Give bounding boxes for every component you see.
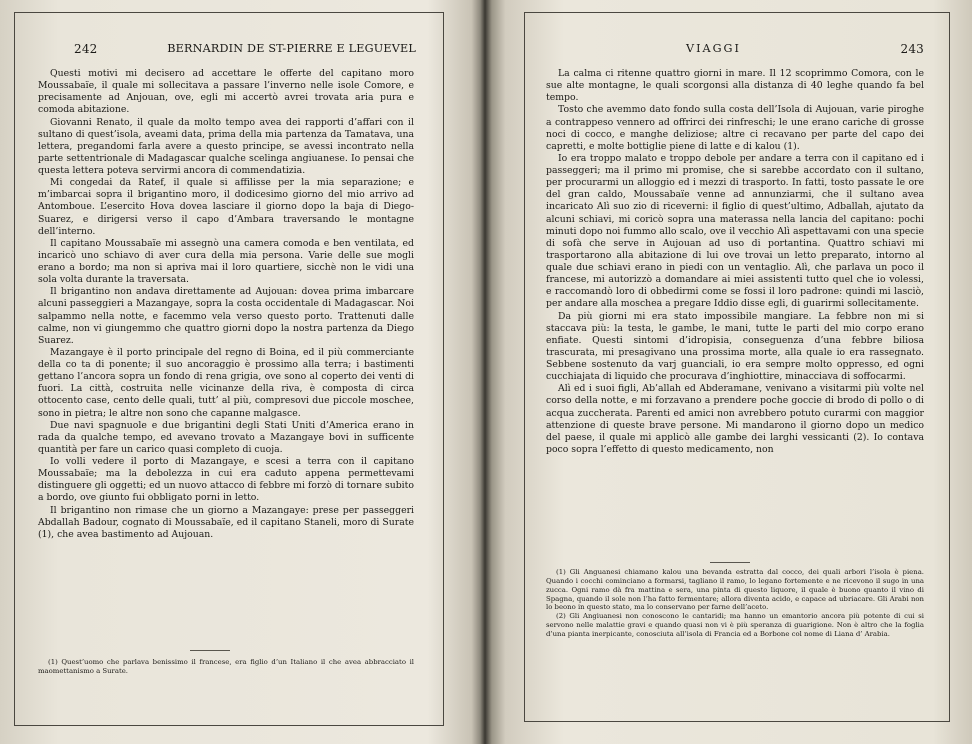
footnote-divider [710,562,750,563]
running-title: BERNARDIN DE ST-PIERRE E LEGUEVEL [167,42,416,55]
paragraph: Il brigantino non rimase che un giorno a Mazangaye: prese per passeggeri Abdallah Badour, cognato di Moussabaïe, ed il capitano Staneli, moro di Surate (1), che avea bastimento ad Aujouan. [38,504,414,540]
paragraph: Il brigantino non andava direttamente ad Aujouan: dovea prima imbarcare alcuni passeggieri a Mazangaye, sopra la costa occidentale di Madagascar. Noi salpammo nella notte, e facemmo vela verso questo porto. Trattenuti dalle calme, non vi giungemmo che quattro giorni dopo la nostra partenza da Diego Suarez. [38,286,414,346]
left-footnotes [38,658,414,676]
paragraph: Io era troppo malato e troppo debole per andare a terra con il capitano ed i passeggeri; ma il primo mi promise, che si sarebbe accordato con il sultano, per procurarmi un alloggio ed i mezzi di trasporto. In fatti, tosto passate le ore del gran caldo, Moussabaïe venne ad annunziarmi, che il sultano avea incaricato Alì suo zio di riceverni: il figlio di quest’ultimo, Adballah, ajutato da alcuni schiavi, mi coricò sopra una materassa nella lancia del capitano: pochi minuti dopo noi fummo allo scalo, ove il vecchio Alì aspettavami con una specie di sofà che serve in Aujouan ad uso di portantina. Quattro schiavi mi trasportarono alla abitazione di lui ove trovai un letto preparato, intorno al quale due schiavi erano in piedi con un ventaglio. Alì, che parlava un poco il francese, mi autorizzò a domandare ai miei assistenti tutto quel che io volessi, e raccomandò loro di obbedirmi come se fossi il loro padrone: quindi mi lasciò, per andare alla moschea a pregare Iddio disse egli, di guarirmi sollecitamente. [546,152,924,310]
left-body-text [38,68,414,541]
paragraph: Due navi spagnuole e due brigantini degli Stati Uniti d’America erano in rada da qualche tempo, ed avevano trovato a Mazangaye bovi in sufficente quantità per fare un carico quasi completo di cuoja. [38,419,414,455]
footnote-divider [190,650,230,651]
paragraph: La calma ci ritenne quattro giorni in mare. Il 12 scoprimmo Comora, con le sue alte montagne, le quali scorgonsi alla distanza di 40 leghe quando fa bel tempo. [546,68,924,104]
paragraph: Questi motivi mi decisero ad accettare le offerte del capitano moro Moussabaïe, il quale mi sollecitava a passare l’inverno nelle isole Comore, e precisamente ad Anjouan, ove, egli mi accertò avrei trovata aria pura e comoda abitazione. [38,68,414,116]
paragraph: Tosto che avemmo dato fondo sulla costa dell’Isola di Aujouan, varie piroghe a contrappeso vennero ad offrirci dei rinfreschi; le une erano cariche di grosse noci di cocco, e manghe deliziose; altre ci recavano per parte del capo dei capretti, e molte bottiglie piene di latte e di kalou (1). [546,104,924,152]
paragraph: Da più giorni mi era stato impossibile mangiare. La febbre non mi si staccava più: la testa, le gambe, le mani, tutte le parti del mio corpo erano enfiate. Questi sintomi d’idropisia, conseguenza d’una febbre biliosa trascurata, mi presagivano una prossima morte, alla quale io era rassegnato. Sebbene sostenuto da varj guanciali, io era sempre molto oppresso, ed ogni cucchiajata di liquido che procurava d’inghiottire, minacciava di soffocarmi. [546,310,924,383]
paragraph: Mazangaye è il porto principale del regno di Boina, ed il più commerciante della co ta di ponente; il suo ancoraggio è prossimo alla terra; i bastimenti gettano l’ancora sopra un fondo di rena grigia, ove sono al coperto dei venti di fuori. La città, costruita nelle vicinanze della riva, è composta di circa ottocento case, cento delle quali, tutt’ al più, compresovi due piccole moschee, sono in pietra; le altre non sono che capanne malgasce. [38,346,414,419]
page-number: 242 [74,42,98,56]
paragraph: Io volli vedere il porto di Mazangaye, e scesi a terra con il capitano Moussabaïe; ma la debolezza in cui era caduto appena permettevami distinguere gli oggetti; ed un nuovo attacco di febbre mi forzò di tornare subito a bordo, ove giunto fui obbligato porni in letto. [38,456,414,504]
footnote: (2) Gli Angiuanesi non conoscono le cantaridi; ma hanno un emantorio ancora più potente di cui si servono nelle malattie gravi e quando quasi non vi è più speranza di guarigione. Non è altro che la foglia d’una pianta inerpicante, conosciuta all’isola di Francia ed a Borbone col nome di Liana d’ Arabia. [546,612,924,638]
right-body-text [546,68,924,456]
page-number: 243 [900,42,924,56]
footnote: (1) Gli Anguanesi chiamano kalou una bevanda estratta dal cocco, dei quali arbori l’isola è piena. Quando i cocchi cominciano a formarsi, tagliano il ramo, lo legano fortemente e ne ricevono il sugo in una zucca. Ogni ramo dà fra mattina e sera, una pinta di questo liquore, il quale è buono quanto il vino di Spagna, quando il sole non l’ha fatto fermentare; allora diventa acido, e capace ad ubriacare. Gli Arabi non lo beono in questo stato, ma lo conservano per farne dell’aceto. [546,568,924,612]
paragraph: Giovanni Renato, il quale da molto tempo avea dei rapporti d’affari con il sultano di quest’isola, aveami data, prima della mia partenza da Tamatava, una lettera, pregandomi farla avere a questo principe, se avessi incontrato nella parte settentrionale di Madagascar qualche scelinga angiuanese. Io pensai che questa lettera poteva servirmi ancora di commendatizia. [38,116,414,176]
left-running-header [74,42,416,56]
paragraph: Alì ed i suoi figli, Ab’allah ed Abderamane, venivano a visitarmi più volte nel corso della notte, e mi forzavano a prendere poche goccie di brodo di pollo o di acqua zuccherata. Parenti ed amici non avrebbero potuto curarmi con maggior attenzione di queste brave persone. Mi mandarono il giorno dopo un medico del paese, il quale mi applicò alle gambe dei larghi vessicanti (2). Io contava poco sopra l’effetto di questo medicamento, non [546,383,924,455]
footnote: (1) Quest’uomo che parlava benissimo il francese, era figlio d’un Italiano il che avea abbracciato il maomettanismo a Surate. [38,658,414,675]
paragraph: Mi congedai da Ratef, il quale si affilisse per la mia separazione; e m’imbarcai sopra il brigantino moro, il dodicesimo giorno del mio arrivo ad Antomboue. L’esercito Hova dovea lasciare il giorno dopo la baja di Diego-Suarez, e dirigersi verso il capo d’Ambara traversando le montagne dell’interno. [38,177,414,237]
right-footnotes [546,568,924,639]
right-page [490,0,972,744]
left-page [0,0,480,744]
right-running-header [556,42,924,56]
running-title: VIAGGI [686,42,741,55]
paragraph: Il capitano Moussabaïe mi assegnò una camera comoda e ben ventilata, ed incaricò uno schiavo di aver cura della mia persona. Varie delle sue mogli erano a bordo; ma non si apriva mai il loro quartiere, sicchè non le vidi una sola volta durante la traversata. [38,237,414,286]
